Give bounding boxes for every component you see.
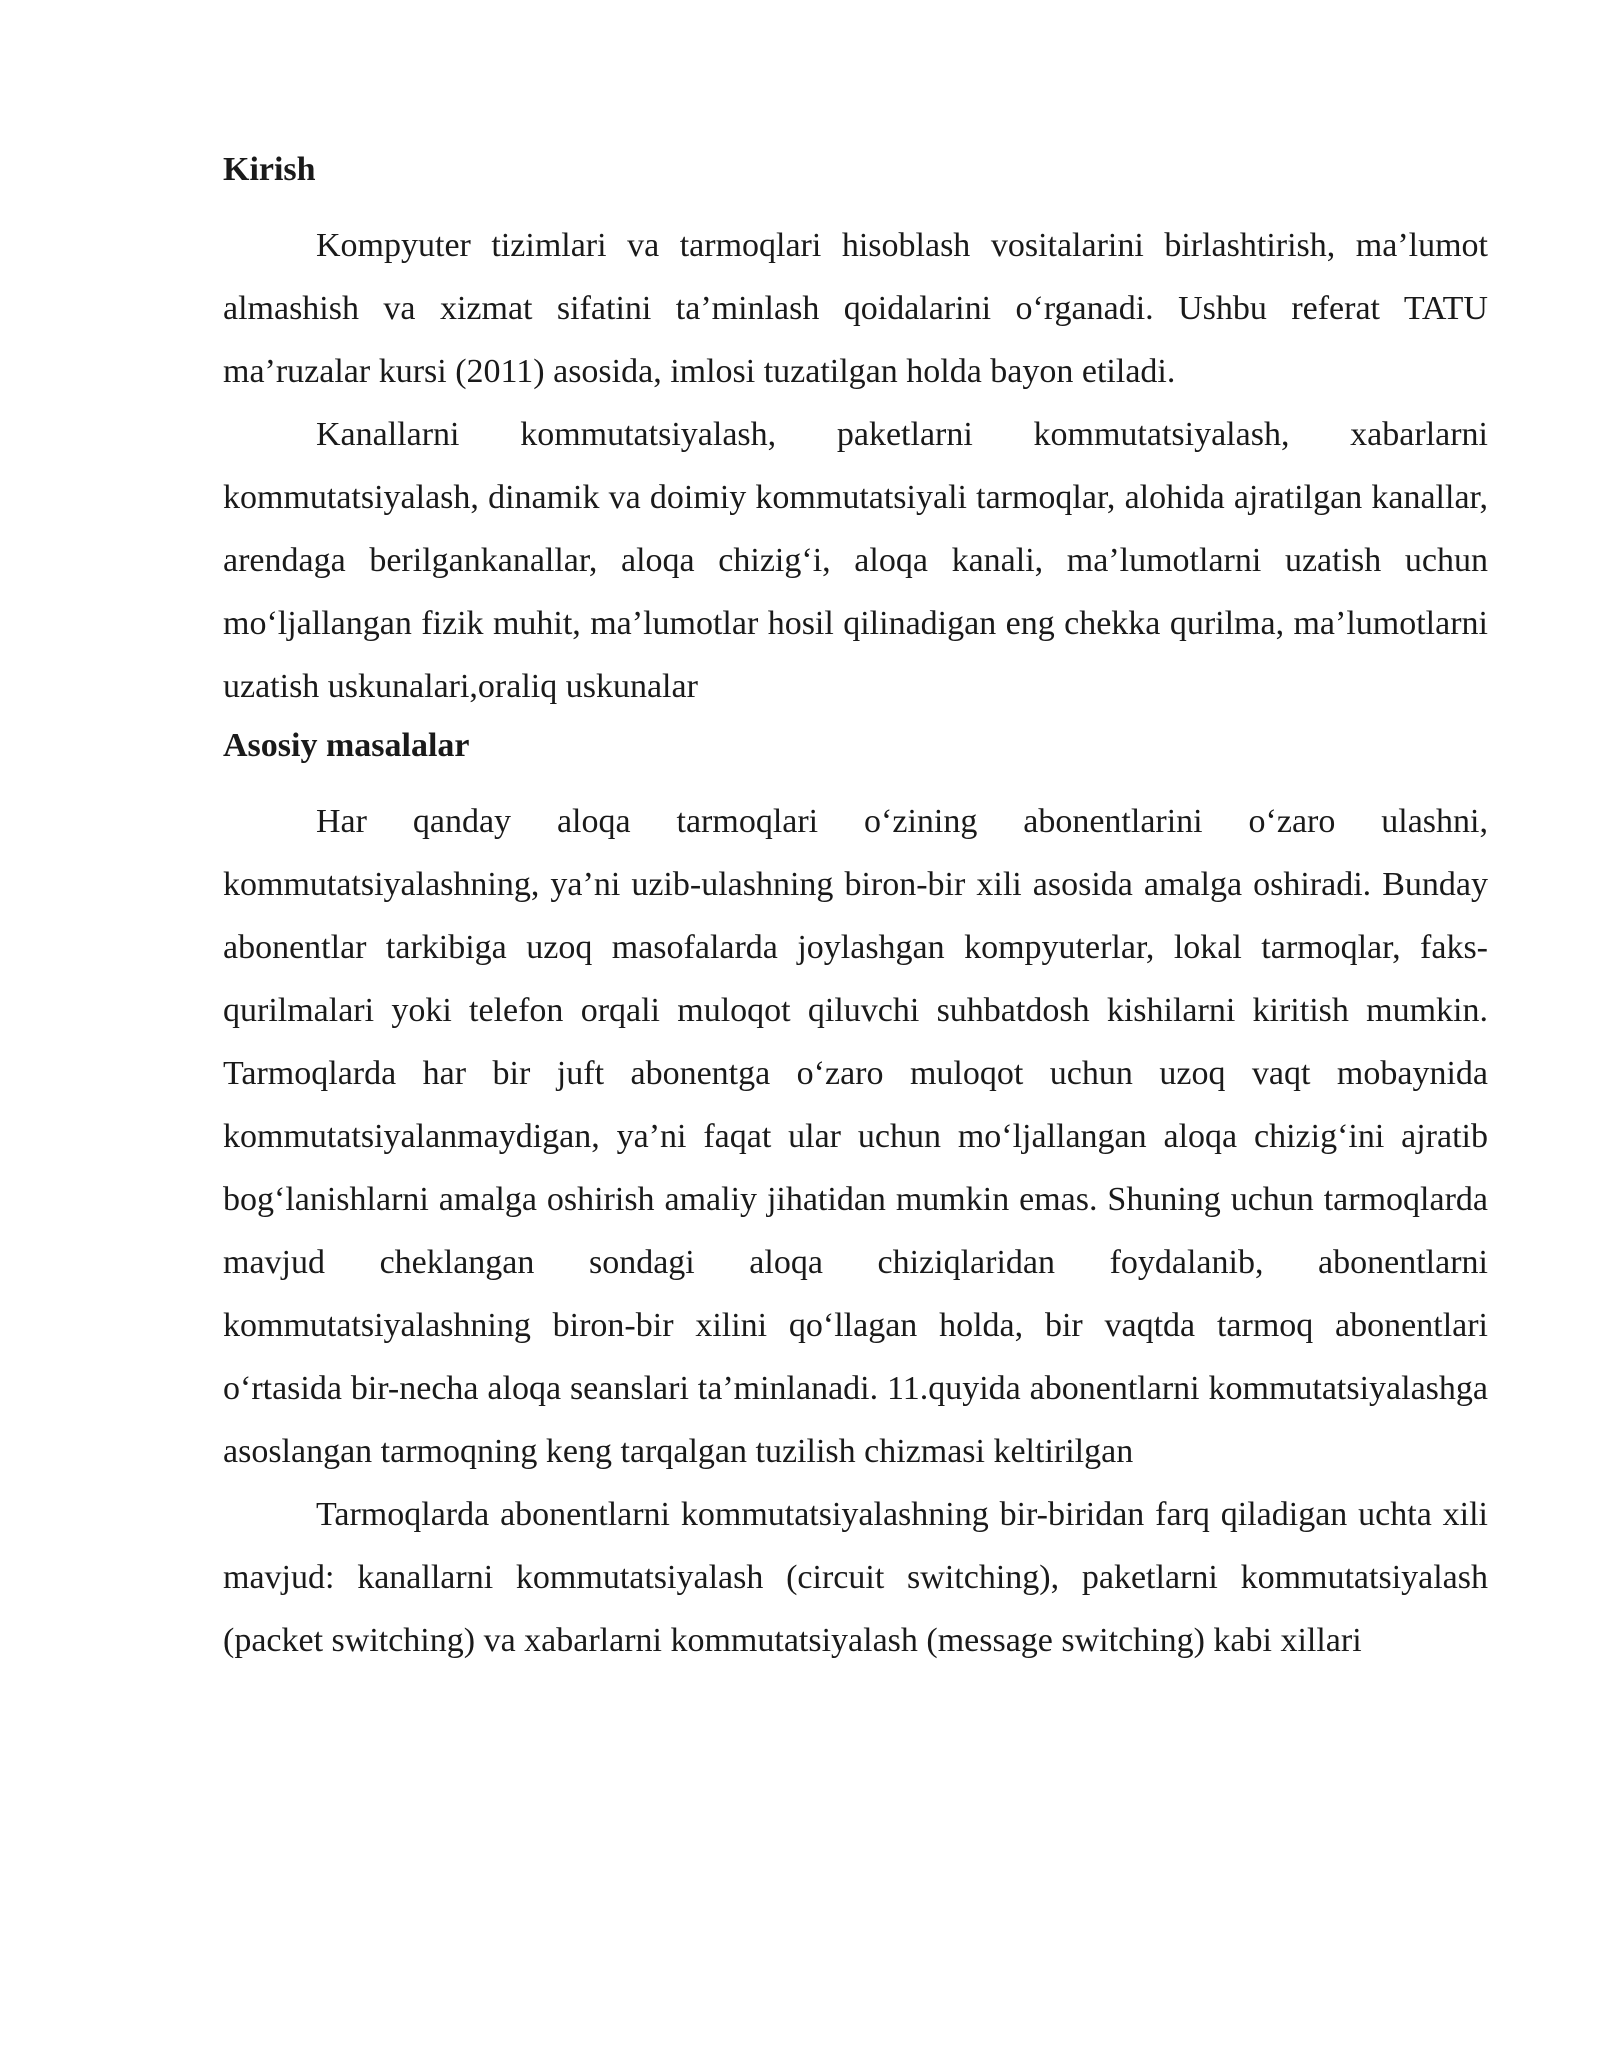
paragraph-keywords: Kanallarni kommutatsiyalash, paketlarni kommutatsiyalash, xabarlarni kommutatsiyalash, dinamik va doimiy kommutatsiyali tarmoqlar, alohida ajratilgan kanallar, arendaga berilgankanallar, aloqa chizig‘i, aloqa kanali, ma’lumotlarni uzatish uchun mo‘ljallangan fizik muhit, ma’lumotlar hosil qilinadigan eng chekka qurilma, ma’lumotlarni uzatish uskunalari,oraliq uskunalar bbox=[223, 416, 1488, 705]
paragraph-switching-types: Tarmoqlarda abonentlarni kommutatsiyalashning bir-biridan farq qiladigan uchta xili mavjud: kanallarni kommutatsiyalash (circuit switching), paketlarni kommutatsiyalash (packet switching) va xabarlarni kommutatsiyalash (message switching) kabi xillari bbox=[223, 1496, 1488, 1659]
section-heading-asosiy-masalalar: Asosiy masalalar bbox=[223, 727, 470, 764]
section-heading-kirish: Kirish bbox=[223, 151, 316, 188]
paragraph-intro: Kompyuter tizimlari va tarmoqlari hisoblash vositalarini birlashtirish, ma’lumot almashish va xizmat sifatini ta’minlash qoidalarini o‘rganadi. Ushbu referat TATU ma’ruzalar kursi (2011) asosida, imlosi tuzatilgan holda bayon etiladi. bbox=[223, 227, 1488, 390]
paragraph-main-issues: Har qanday aloqa tarmoqlari o‘zining abonentlarini o‘zaro ulashni, kommutatsiyalashning, ya’ni uzib-ulashning biron-bir xili asosida amalga oshiradi. Bunday abonentlar tarkibiga uzoq masofalarda joylashgan kompyuterlar, lokal tarmoqlar, faks-qurilmalari yoki telefon orqali muloqot qiluvchi suhbatdosh kishilarni kiritish mumkin. Tarmoqlarda har bir juft abonentga o‘zaro muloqot uchun uzoq vaqt mobaynida kommutatsiyalanmaydigan, ya’ni faqat ular uchun mo‘ljallangan aloqa chizig‘ini ajratib bog‘lanishlarni amalga oshirish amaliy jihatidan mumkin emas. Shuning uchun tarmoqlarda mavjud cheklangan sondagi aloqa chiziqlaridan foydalanib, abonentlarni kommutatsiyalashning biron-bir xilini qo‘llagan holda, bir vaqtda tarmoq abonentlari o‘rtasida bir-necha aloqa seanslari ta’minlanadi. 11.quyida abonentlarni kommutatsiyalashga asoslangan tarmoqning keng tarqalgan tuzilish chizmasi keltirilgan bbox=[223, 803, 1488, 1470]
document-body bbox=[223, 142, 1488, 1672]
